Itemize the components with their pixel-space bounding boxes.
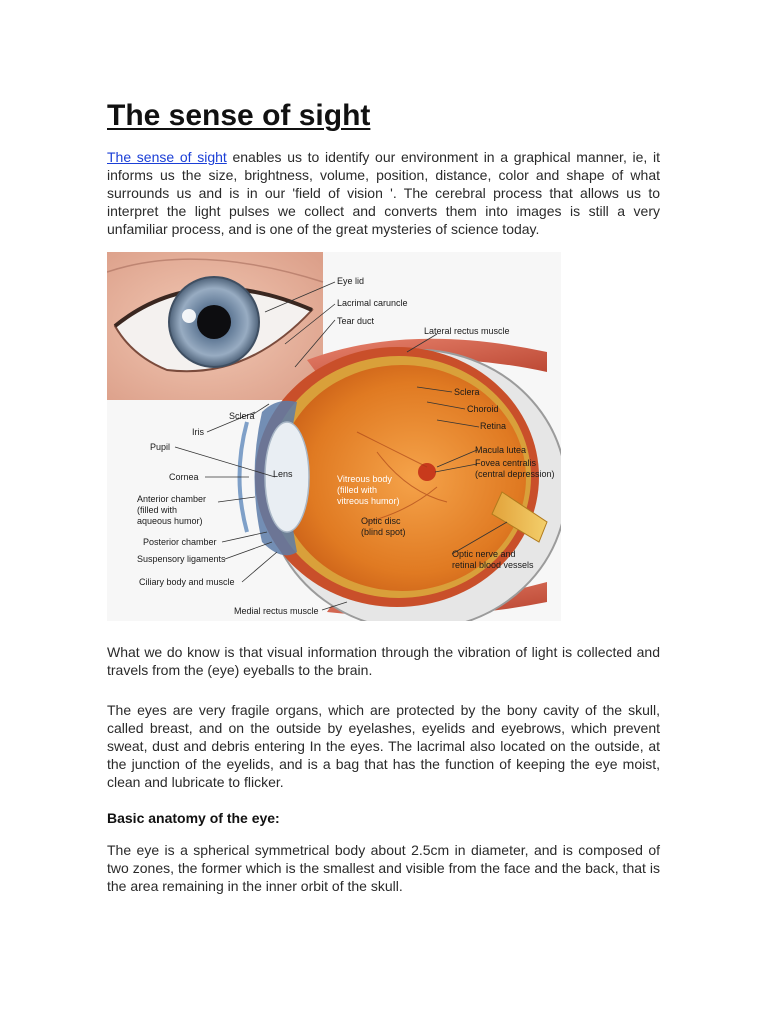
label-suspensory: Suspensory ligaments [137,554,226,564]
label-optic-nerve: Optic nerve and [452,549,516,559]
label-optic-disc-2: (blind spot) [361,527,406,537]
label-lateral-rectus: Lateral rectus muscle [424,326,510,336]
label-lens: Lens [273,469,293,479]
intro-paragraph [107,148,660,238]
label-vitreous-1: Vitreous body [337,474,392,484]
sense-of-sight-link[interactable]: The sense of sight [107,149,227,165]
label-vitreous-3: vitreous humor) [337,496,400,506]
label-anterior-1: Anterior chamber [137,494,207,504]
eye-photo [107,252,323,400]
paragraph-eye-protection: The eyes are very fragile organs, which are protected by the bony cavity of the skull, called breast, and on the outside by eyelashes, eyelids and eyebrows, which prevent sweat, dust and debris entering In the eyes. The lacrimal also located on the outside, at the junction of the eyelids, and is a bag that has the function of keeping the eye moist, clean and lubricate to flicker. [107,702,660,790]
label-retina: Retina [480,421,507,431]
label-sclera-left: Sclera [229,411,255,421]
label-posterior-chamber: Posterior chamber [143,537,217,547]
label-fovea-centralis: Fovea centralis [475,458,537,468]
eye-anatomy-figure [107,252,561,621]
heading-basic-anatomy: Basic anatomy of the eye: [107,810,280,826]
label-lacrimal-caruncle: Lacrimal caruncle [337,298,408,308]
label-ciliary: Ciliary body and muscle [139,577,235,587]
article-content [107,98,660,895]
intro-text: enables us to identify our environment in a graphical manner, ie, it informs us the size, brightness, volume, position, distance, color and shape of what surrounds us and is in our 'field of vision '. The cerebral process that allows us to interpret the light pulses we collect and converts them into images is still a very unfamiliar process, and is one of the great mysteries of science today. [107,149,660,237]
pupil-photo [197,305,231,339]
label-eye-lid: Eye lid [337,276,365,286]
label-vitreous-2: (filled with [337,485,378,495]
label-optic-disc-1: Optic disc [361,516,401,526]
paragraph-anatomy: The eye is a spherical symmetrical body about 2.5cm in diameter, and is composed of two zones, the former which is the smallest and visible from the face and the back, that is the area remaining in the inner orbit of the skull. [107,842,660,894]
label-iris: Iris [192,427,204,437]
label-anterior-2: (filled with [137,505,178,515]
label-choroid: Choroid [467,404,499,414]
label-pupil: Pupil [150,442,171,452]
label-sclera-right: Sclera [454,387,480,397]
fovea-spot [418,463,436,481]
label-tear-duct: Tear duct [337,316,375,326]
label-retinal-vessels: retinal blood vessels [452,560,534,570]
label-cornea: Cornea [169,472,199,482]
page-title: The sense of sight [107,99,371,132]
label-anterior-3: aqueous humor) [137,516,203,526]
paragraph-visual-info: What we do know is that visual information through the vibration of light is collected and travels from the (eye) eyeballs to the brain. [107,644,660,678]
label-medial-rectus: Medial rectus muscle [234,606,319,616]
label-macula-lutea: Macula lutea [475,445,527,455]
label-central-depression: (central depression) [475,469,555,479]
